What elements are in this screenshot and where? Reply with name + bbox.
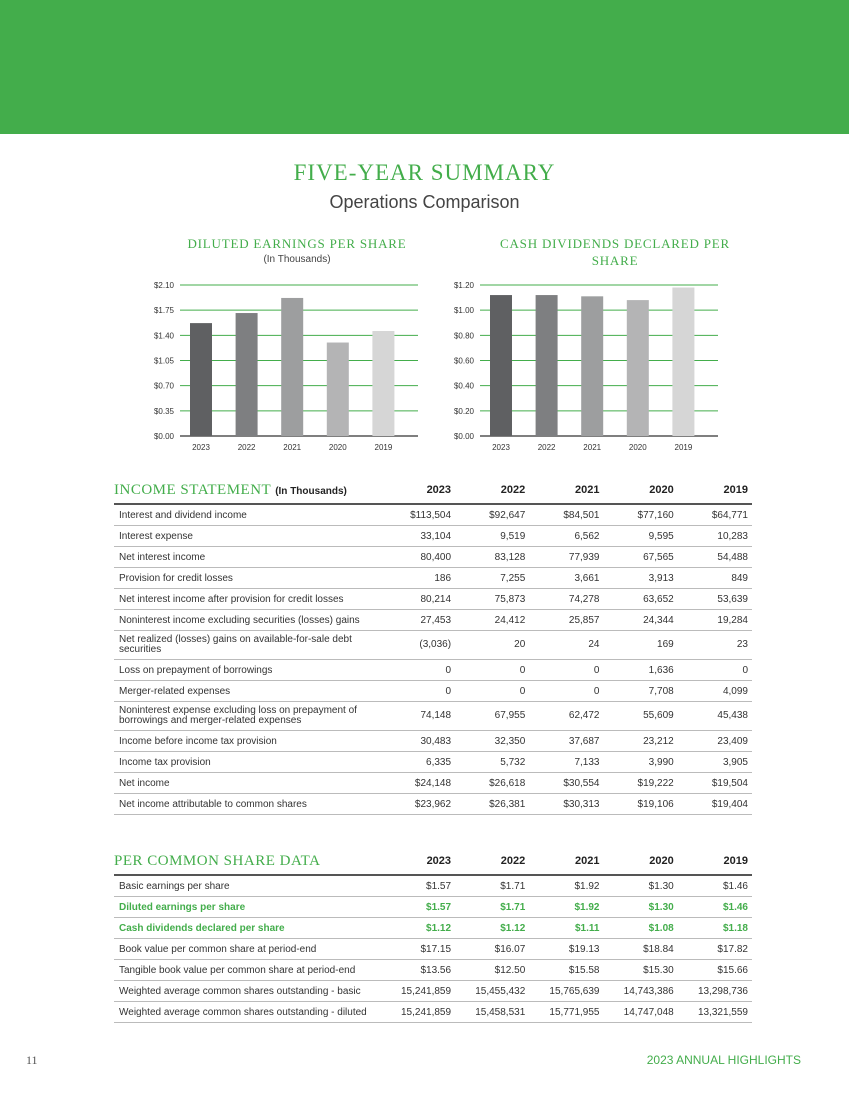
row-value: $1.92 [529,875,603,897]
row-label: Interest expense [114,526,381,547]
row-value: $26,381 [455,794,529,815]
row-value: 15,455,432 [455,981,529,1002]
table-row [114,752,752,773]
row-value: 74,278 [529,589,603,610]
row-value: $1.30 [603,875,677,897]
row-value: 0 [529,660,603,681]
row-value: 0 [455,681,529,702]
row-value: (3,036) [381,631,455,660]
bar [281,298,303,436]
bar [672,288,694,436]
chart-title-cash-dividends: CASH DIVIDENDS DECLARED PER SHARE [500,236,730,268]
row-value: 75,873 [455,589,529,610]
page-title: FIVE-YEAR SUMMARY [293,160,556,185]
row-value: $1.18 [678,918,752,939]
row-value: $30,554 [529,773,603,794]
row-value: 67,565 [603,547,677,568]
x-tick-label: 2020 [628,443,647,452]
row-label: Noninterest income excluding securities (losses) gains [114,610,381,631]
row-label: Interest and dividend income [114,504,381,526]
row-value: $92,647 [455,504,529,526]
y-tick-label: $1.05 [153,356,174,366]
table-row [114,504,752,526]
row-value: 6,335 [381,752,455,773]
income-year-header: 2021 [529,477,603,504]
row-value: 7,133 [529,752,603,773]
row-value: 849 [678,568,752,589]
pershare-year-header: 2022 [455,848,529,875]
table-row [114,526,752,547]
row-label: Income tax provision [114,752,381,773]
bar [190,323,212,436]
row-value: 13,321,559 [678,1002,752,1023]
y-tick-label: $0.35 [153,406,174,416]
row-value: 14,747,048 [603,1002,677,1023]
per-share-data-table [114,848,752,1023]
income-header-row [114,477,752,504]
row-value: $24,148 [381,773,455,794]
row-value: 15,771,955 [529,1002,603,1023]
y-tick-label: $0.00 [453,432,474,441]
header-banner [0,0,849,134]
y-tick-label: $0.60 [453,356,474,366]
x-tick-label: 2019 [374,443,393,452]
table-row [114,897,752,918]
row-value: $19,404 [678,794,752,815]
row-value: $1.12 [455,918,529,939]
row-value: 3,905 [678,752,752,773]
row-value: 15,458,531 [455,1002,529,1023]
income-year-header: 2020 [603,477,677,504]
row-label: Weighted average common shares outstanding - basic [114,981,381,1002]
row-value: 3,661 [529,568,603,589]
row-value: 62,472 [529,702,603,731]
row-label: Net interest income after provision for credit losses [114,589,381,610]
pershare-year-header: 2020 [603,848,677,875]
bar [490,295,512,436]
row-value: 77,939 [529,547,603,568]
row-value: $15.30 [603,960,677,981]
row-value: 13,298,736 [678,981,752,1002]
row-value: 4,099 [678,681,752,702]
x-tick-label: 2021 [283,443,302,452]
row-value: 24,412 [455,610,529,631]
table-row [114,981,752,1002]
x-tick-label: 2023 [492,443,510,452]
x-tick-label: 2022 [537,443,556,452]
row-value: 25,857 [529,610,603,631]
pershare-header-row [114,848,752,875]
row-value: 80,400 [381,547,455,568]
row-value: 5,732 [455,752,529,773]
row-value: $84,501 [529,504,603,526]
row-value: 0 [381,681,455,702]
row-value: 24 [529,631,603,660]
row-value: $19,222 [603,773,677,794]
row-value: 23,212 [603,731,677,752]
table-row [114,681,752,702]
row-value: 7,255 [455,568,529,589]
page-number: 11 [26,1053,38,1067]
row-value: 83,128 [455,547,529,568]
row-value: $1.71 [455,897,529,918]
row-value: 24,344 [603,610,677,631]
y-tick-label: $0.70 [153,381,174,391]
row-value: 9,595 [603,526,677,547]
table-row [114,875,752,897]
y-tick-label: $2.10 [153,281,174,290]
row-value: 169 [603,631,677,660]
row-label: Net interest income [114,547,381,568]
table-row [114,702,752,731]
row-value: $1.12 [381,918,455,939]
x-tick-label: 2022 [237,443,256,452]
row-value: 7,708 [603,681,677,702]
table-row [114,547,752,568]
row-label: Loss on prepayment of borrowings [114,660,381,681]
row-value: 23 [678,631,752,660]
row-value: 14,743,386 [603,981,677,1002]
pershare-year-header: 2023 [381,848,455,875]
row-label: Book value per common share at period-end [114,939,381,960]
row-value: 1,636 [603,660,677,681]
diluted-eps-chart [140,278,430,458]
row-value: 10,283 [678,526,752,547]
y-tick-label: $0.80 [453,331,474,341]
row-value: $23,962 [381,794,455,815]
chart-subtitle-diluted-eps: (In Thousands) [263,254,331,265]
table-row [114,589,752,610]
y-tick-label: $1.00 [453,306,474,316]
table-row [114,610,752,631]
y-tick-label: $1.75 [153,306,174,316]
row-label: Net realized (losses) gains on available-for-sale debt securities [114,631,381,660]
table-row [114,660,752,681]
chart-title-diluted-eps: DILUTED EARNINGS PER SHARE [187,236,407,251]
row-value: 55,609 [603,702,677,731]
x-tick-label: 2019 [674,443,693,452]
row-label: Basic earnings per share [114,875,381,897]
row-label: Net income [114,773,381,794]
row-value: 9,519 [455,526,529,547]
row-value: 53,639 [678,589,752,610]
income-statement-heading [114,477,381,504]
row-value: $18.84 [603,939,677,960]
pershare-year-header: 2021 [529,848,603,875]
row-value: 67,955 [455,702,529,731]
row-label: Noninterest expense excluding loss on prepayment of borrowings and merger-related expenses [114,702,381,731]
row-label: Net income attributable to common shares [114,794,381,815]
table-row [114,773,752,794]
page-subtitle: Operations Comparison [329,192,520,212]
row-value: 0 [455,660,529,681]
row-value: 45,438 [678,702,752,731]
income-statement-units: (In Thousands) [275,485,347,497]
row-value: $1.71 [455,875,529,897]
row-value: 20 [455,631,529,660]
y-tick-label: $0.40 [453,381,474,391]
row-value: $1.57 [381,875,455,897]
row-value: $64,771 [678,504,752,526]
x-tick-label: 2020 [328,443,347,452]
bar [327,343,349,436]
row-value: 6,562 [529,526,603,547]
table-row [114,939,752,960]
y-tick-label: $0.00 [153,432,174,441]
row-value: $1.57 [381,897,455,918]
y-tick-label: $1.40 [153,331,174,341]
y-tick-label: $1.20 [453,281,474,290]
row-value: $1.46 [678,897,752,918]
row-value: 3,913 [603,568,677,589]
row-value: $1.30 [603,897,677,918]
income-year-header: 2022 [455,477,529,504]
row-value: 0 [529,681,603,702]
row-value: 32,350 [455,731,529,752]
row-value: 3,990 [603,752,677,773]
row-label: Tangible book value per common share at period-end [114,960,381,981]
table-row [114,1002,752,1023]
row-value: 23,409 [678,731,752,752]
row-value: 54,488 [678,547,752,568]
table-row [114,568,752,589]
y-tick-label: $0.20 [453,406,474,416]
row-label: Provision for credit losses [114,568,381,589]
row-value: $15.66 [678,960,752,981]
income-year-header: 2019 [678,477,752,504]
per-share-data-title: PER COMMON SHARE DATA [114,848,381,875]
bar [581,296,603,436]
row-value: $26,618 [455,773,529,794]
row-label: Diluted earnings per share [114,897,381,918]
row-value: $15.58 [529,960,603,981]
row-value: 186 [381,568,455,589]
table-row [114,631,752,660]
row-value: 74,148 [381,702,455,731]
row-value: $12.50 [455,960,529,981]
table-row [114,960,752,981]
row-value: $19.13 [529,939,603,960]
bar [236,313,258,436]
income-year-header: 2023 [381,477,455,504]
row-value: $19,106 [603,794,677,815]
row-label: Cash dividends declared per share [114,918,381,939]
x-tick-label: 2023 [192,443,210,452]
row-label: Merger-related expenses [114,681,381,702]
row-value: $77,160 [603,504,677,526]
row-value: $1.08 [603,918,677,939]
bar [627,300,649,436]
bar [372,331,394,436]
row-value: 0 [381,660,455,681]
row-label: Weighted average common shares outstanding - diluted [114,1002,381,1023]
row-value: 27,453 [381,610,455,631]
row-value: 15,241,859 [381,981,455,1002]
x-tick-label: 2021 [583,443,602,452]
row-label: Income before income tax provision [114,731,381,752]
row-value: $17.15 [381,939,455,960]
publication-name: 2023 ANNUAL HIGHLIGHTS [646,1053,801,1067]
row-value: 15,765,639 [529,981,603,1002]
bar [536,295,558,436]
row-value: 33,104 [381,526,455,547]
row-value: $1.46 [678,875,752,897]
table-row [114,918,752,939]
row-value: $113,504 [381,504,455,526]
row-value: 19,284 [678,610,752,631]
row-value: 0 [678,660,752,681]
cash-dividends-chart [440,278,730,458]
row-value: 80,214 [381,589,455,610]
row-value: $13.56 [381,960,455,981]
income-statement-table [114,477,752,815]
table-row [114,794,752,815]
row-value: 63,652 [603,589,677,610]
row-value: $1.92 [529,897,603,918]
row-value: $30,313 [529,794,603,815]
row-value: 15,241,859 [381,1002,455,1023]
row-value: 30,483 [381,731,455,752]
row-value: $1.11 [529,918,603,939]
pershare-year-header: 2019 [678,848,752,875]
row-value: 37,687 [529,731,603,752]
row-value: $19,504 [678,773,752,794]
row-value: $16.07 [455,939,529,960]
row-value: $17.82 [678,939,752,960]
table-row [114,731,752,752]
income-statement-title: INCOME STATEMENT [114,481,271,498]
